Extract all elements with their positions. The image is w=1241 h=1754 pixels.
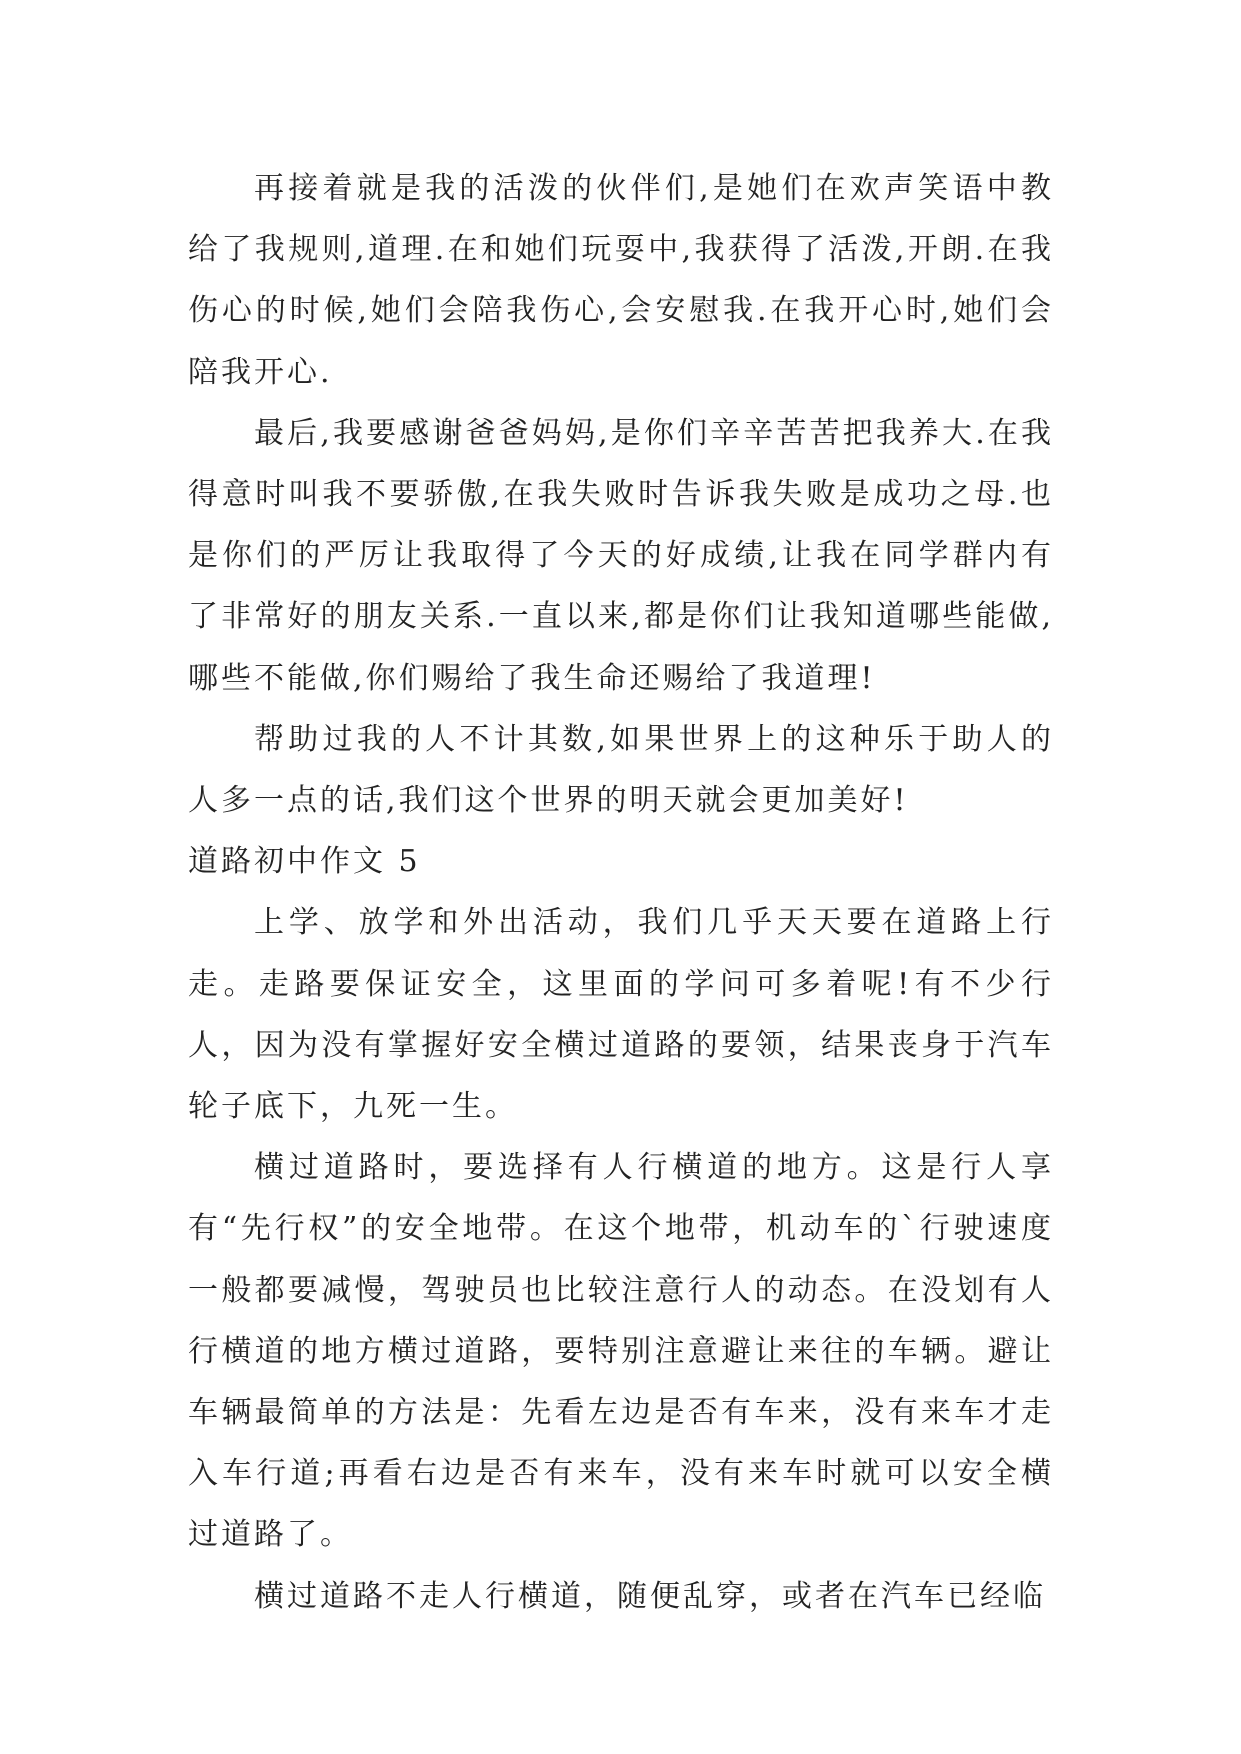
paragraph-road-intro: 上学、放学和外出活动，我们几乎天天要在道路上行走。走路要保证安全，这里面的学问可多着呢!有不少行人，因为没有掌握好安全横过道路的要领，结果丧身于汽车轮子底下，九死一生。 bbox=[188, 905, 1054, 1125]
paragraph-helpers: 帮助过我的人不计其数,如果世界上的这种乐于助人的人多一点的话,我们这个世界的明天就会更加美好! bbox=[188, 721, 1054, 819]
essay-heading: 道路初中作文 5 bbox=[188, 844, 421, 880]
paragraph-crosswalk: 横过道路时，要选择有人行横道的地方。这是行人享有“先行权”的安全地带。在这个地带，机动车的`行驶速度一般都要减慢，驾驶员也比较注意行人的动态。在没划有人行横道的地方横过道路，要特别注意避让来往的车辆。避让车辆最简单的方法是：先看左边是否有车来，没有来车才走入车行道;再看右边是否有来车，没有来车时就可以安全横过道路了。 bbox=[188, 1150, 1054, 1553]
paragraph-parents: 最后,我要感谢爸爸妈妈,是你们辛辛苦苦把我养大.在我得意时叫我不要骄傲,在我失败时告诉我失败是成功之母.也是你们的严厉让我取得了今天的好成绩,让我在同学群内有了非常好的朋友关系.一直以来,都是你们让我知道哪些能做,哪些不能做,你们赐给了我生命还赐给了我道理! bbox=[188, 415, 1054, 696]
paragraph-friends: 再接着就是我的活泼的伙伴们,是她们在欢声笑语中教给了我规则,道理.在和她们玩耍中,我获得了活泼,开朗.在我伤心的时候,她们会陪我伤心,会安慰我.在我开心时,她们会陪我开心. bbox=[188, 171, 1054, 390]
document-body bbox=[188, 158, 1054, 1627]
paragraph-jaywalking: 横过道路不走人行横道，随便乱穿，或者在汽车已经临 bbox=[254, 1578, 1046, 1614]
